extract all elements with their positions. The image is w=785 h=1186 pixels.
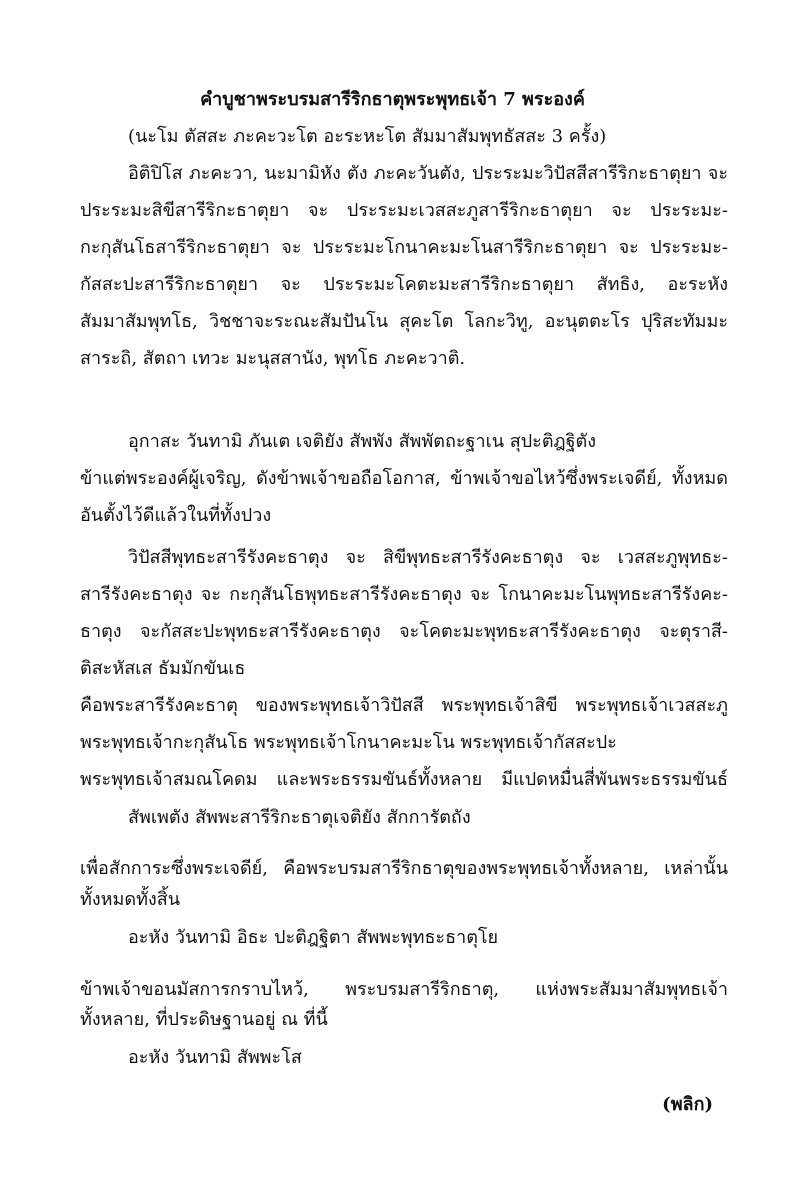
paragraph1-line: อิติปิโส ภะคะวา, นะมามิหัง ตัง ภะคะวันตัง, ประระมะวิปัสสีสารีริกะธาตุยา จะ <box>128 163 728 184</box>
paragraph3-pali-line: ติสะหัสเส ธัมมักขันเธ <box>80 658 246 679</box>
document-title: คำบูชาพระบรมสารีริกธาตุพระพุทธเจ้า 7 พระองค์ <box>200 89 585 110</box>
paragraph4-thai-line: เพื่อสักการะซึ่งพระเจดีย์, คือพระบรมสารีริกธาตุของพระพุทธเจ้าทั้งหลาย, เหล่านั้น <box>80 858 728 879</box>
flip-page-note: (พลิก) <box>662 1094 713 1115</box>
paragraph1-line: กะกุสันโธสารีริกะธาตุยา จะ ประระมะโกนาคะมะโนสารีริกะธาตุยา จะ ประระมะ- <box>80 237 728 258</box>
invocation-line: (นะโม ตัสสะ ภะคะวะโต อะระหะโต สัมมาสัมพุทธัสสะ 3 ครั้ง) <box>128 126 607 147</box>
paragraph2-thai-line: ข้าแต่พระองค์ผู้เจริญ, ดังข้าพเจ้าขอถือโอกาส, ข้าพเจ้าขอไหว้ซึ่งพระเจดีย์, ทั้งหมด <box>80 468 728 489</box>
paragraph2-thai-line: อันตั้งไว้ดีแล้วในที่ทั้งปวง <box>80 505 272 526</box>
paragraph1-line: สัมมาสัมพุทโธ, วิชชาจะระณะสัมปันโน สุคะโต โลกะวิทู, อะนุตตะโร ปุริสะทัมมะ <box>80 311 728 332</box>
paragraph1-line: ประระมะสิขีสารีริกะธาตุยา จะ ประระมะเวสสะภูสารีริกะธาตุยา จะ ประระมะ- <box>80 200 728 221</box>
paragraph3-pali-line: สารีรังคะธาตุง จะ กะกุสันโธพุทธะสารีรังคะธาตุง จะ โกนาคะมะโนพุทธะสารีรังคะ- <box>80 584 728 605</box>
paragraph4-thai-line: ทั้งหมดทั้งสิ้น <box>80 889 181 910</box>
paragraph1-line: กัสสะปะสารีริกะธาตุยา จะ ประระมะโคตะมะสารีริกะธาตุยา สัทธิง, อะระหัง <box>80 274 728 295</box>
paragraph1-line: สาระถิ, สัตถา เทวะ มะนุสสานัง, พุทโธ ภะคะวาติ. <box>80 348 466 369</box>
paragraph3-thai-line: พระพุทธเจ้ากะกุสันโธ พระพุทธเจ้าโกนาคะมะโน พระพุทธเจ้ากัสสะปะ <box>80 732 617 753</box>
paragraph3-thai-line: คือพระสารีรังคะธาตุ ของพระพุทธเจ้าวิปัสสี พระพุทธเจ้าสิขี พระพุทธเจ้าเวสสะภู <box>80 695 728 716</box>
paragraph3-thai-line: พระพุทธเจ้าสมณโคดม และพระธรรมขันธ์ทั้งหลาย มีแปดหมื่นสี่พันพระธรรมขันธ์ <box>80 769 728 790</box>
paragraph4-pali: สัพเพตัง สัพพะสารีริกะธาตุเจติยัง สักการัตถัง <box>128 807 471 828</box>
paragraph5-thai-line: ข้าพเจ้าขอนมัสการกราบไหว้, พระบรมสารีริกธาตุ, แห่งพระสัมมาสัมพุทธเจ้า <box>80 979 728 1000</box>
paragraph5-pali: อะหัง วันทามิ อิธะ ปะติฎฐิตา สัพพะพุทธะธาตุโย <box>128 927 499 948</box>
paragraph6-pali: อะหัง วันทามิ สัพพะโส <box>128 1047 302 1068</box>
paragraph3-pali-line: ธาตุง จะกัสสะปะพุทธะสารีรังคะธาตุง จะโคตะมะพุทธะสารีรังคะธาตุง จะตุราสี- <box>80 621 728 642</box>
paragraph5-thai-line: ทั้งหลาย, ที่ประดิษฐานอยู่ ณ ที่นี้ <box>80 1009 328 1030</box>
paragraph3-pali-line: วิปัสสีพุทธะสารีรังคะธาตุง จะ สิขีพุทธะสารีรังคะธาตุง จะ เวสสะภูพุทธะ- <box>128 547 728 568</box>
paragraph2-pali: อุกาสะ วันทามิ ภันเต เจติยัง สัพพัง สัพพัตถะฐาเน สุปะติฎฐิตัง <box>128 431 597 452</box>
